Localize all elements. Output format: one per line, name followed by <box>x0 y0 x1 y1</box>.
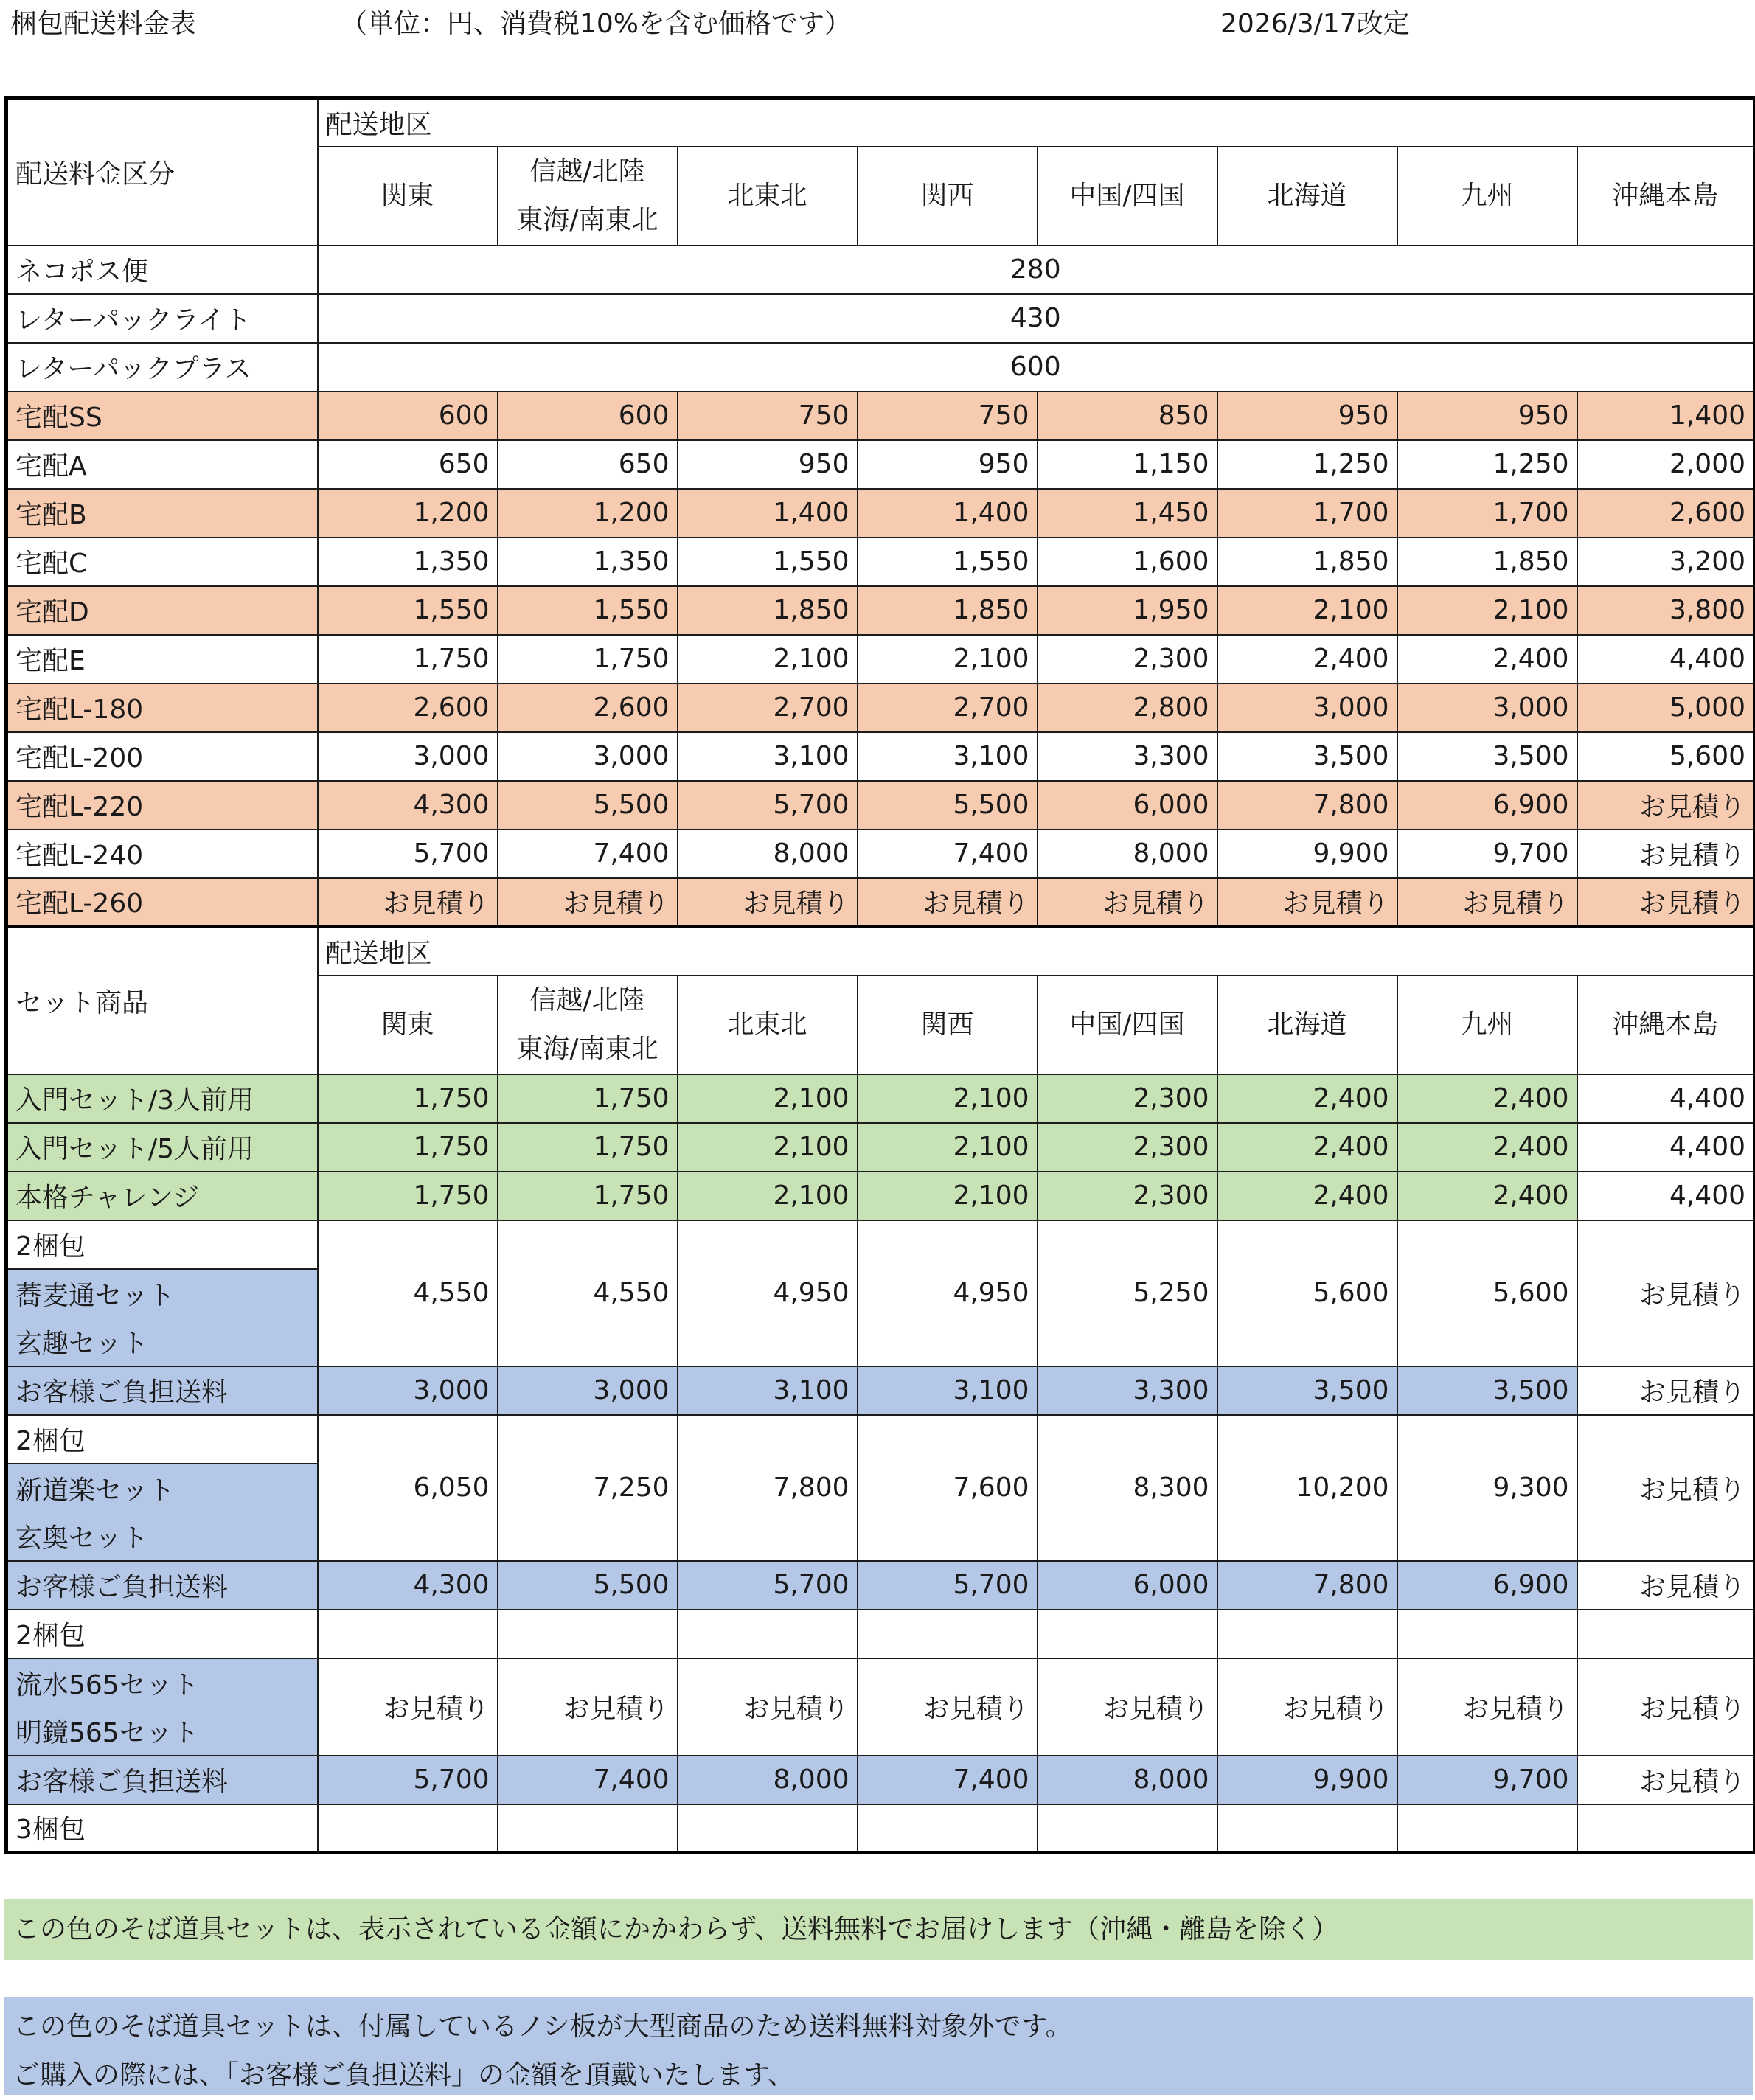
empty-cell <box>858 1610 1038 1658</box>
pack-count-label: 2梱包 <box>7 1415 318 1464</box>
unit-note: （単位：円、消費税10%を含む価格です） <box>341 9 852 39</box>
price-cell: 2,700 <box>858 684 1038 732</box>
empty-cell <box>318 1610 498 1658</box>
price-cell: 3,500 <box>1397 732 1577 781</box>
shipping-region-header <box>1038 147 1217 246</box>
row-label: 宅配C <box>7 538 318 586</box>
price-cell: 5,250 <box>1038 1220 1217 1366</box>
row-label: 宅配E <box>7 635 318 684</box>
price-cell: 1,850 <box>678 586 858 635</box>
region-name: 関東 <box>380 180 434 211</box>
price-cell: 1,600 <box>1038 538 1217 586</box>
price-cell: 2,600 <box>498 684 678 732</box>
price-cell: 4,400 <box>1577 1123 1755 1172</box>
region-name: 北海道 <box>1267 180 1347 211</box>
region-name: 信越/北陸 <box>529 984 645 1015</box>
set-rate-row <box>7 1074 1755 1123</box>
price-cell: 1,550 <box>498 586 678 635</box>
empty-cell <box>678 1804 858 1853</box>
price-cell: 2,300 <box>1038 635 1217 684</box>
set-item-label: 流水565セット <box>7 1658 318 1707</box>
flat-rate-row <box>7 294 1755 343</box>
price-cell: 5,600 <box>1217 1220 1397 1366</box>
shipping-rate-table <box>4 96 1755 1854</box>
price-cell: 850 <box>1038 392 1217 440</box>
empty-cell <box>1577 1804 1755 1853</box>
price-cell: 9,700 <box>1397 830 1577 878</box>
price-cell: お見積り <box>498 878 678 927</box>
price-cell: お見積り <box>1577 1415 1755 1561</box>
price-cell: 4,300 <box>318 1561 498 1610</box>
price-cell: 5,700 <box>678 781 858 830</box>
customer-fee-label: お客様ご負担送料 <box>7 1366 318 1415</box>
price-cell: 3,100 <box>858 1366 1038 1415</box>
price-cell: 3,000 <box>1397 684 1577 732</box>
price-cell: お見積り <box>318 1658 498 1756</box>
shipping-region-header <box>1397 147 1577 246</box>
page-title: 梱包配送料金表 <box>10 9 197 39</box>
shipping-region-label: 配送地区 <box>318 98 1755 147</box>
price-cell: お見積り <box>1577 1366 1755 1415</box>
row-label: 宅配L-240 <box>7 830 318 878</box>
row-label: レターパックライト <box>7 294 318 343</box>
price-cell: 6,900 <box>1397 781 1577 830</box>
sets-region-header <box>318 976 498 1074</box>
price-cell: 1,850 <box>858 586 1038 635</box>
price-cell: 8,000 <box>1038 830 1217 878</box>
row-label: 宅配L-180 <box>7 684 318 732</box>
set-rate-row <box>7 1123 1755 1172</box>
price-cell: 1,850 <box>1217 538 1397 586</box>
price-cell: 2,400 <box>1397 635 1577 684</box>
price-cell: お見積り <box>1577 1220 1755 1366</box>
price-cell: 950 <box>678 440 858 489</box>
price-cell: 2,000 <box>1577 440 1755 489</box>
price-cell: 2,100 <box>858 1074 1038 1123</box>
row-label: 宅配B <box>7 489 318 538</box>
row-label: 宅配L-260 <box>7 878 318 927</box>
shipping-rate-row <box>7 392 1755 440</box>
customer-fee-label: お客様ご負担送料 <box>7 1756 318 1804</box>
price-cell: お見積り <box>678 878 858 927</box>
price-cell: 2,400 <box>1217 1172 1397 1220</box>
price-cell: お見積り <box>1577 1561 1755 1610</box>
empty-cell <box>858 1804 1038 1853</box>
price-cell: お見積り <box>1397 878 1577 927</box>
price-cell: 2,300 <box>1038 1074 1217 1123</box>
price-cell: 5,700 <box>318 830 498 878</box>
price-cell: 1,200 <box>318 489 498 538</box>
price-cell: 3,300 <box>1038 1366 1217 1415</box>
price-cell: 7,400 <box>858 1756 1038 1804</box>
set-item-label: 蕎麦通セット <box>7 1269 318 1318</box>
row-label: ネコポス便 <box>7 246 318 294</box>
set-item-row <box>7 1658 1755 1707</box>
price-cell: 5,500 <box>498 1561 678 1610</box>
price-cell: 5,600 <box>1577 732 1755 781</box>
price-cell: お見積り <box>1577 878 1755 927</box>
price-cell: お見積り <box>498 1658 678 1756</box>
price-cell: 5,700 <box>318 1756 498 1804</box>
price-cell: 4,550 <box>498 1220 678 1366</box>
price-cell: 600 <box>498 392 678 440</box>
price-cell: 2,100 <box>858 635 1038 684</box>
region-name: 信越/北陸 <box>529 156 645 187</box>
shipping-rate-row <box>7 878 1755 927</box>
price-cell: 7,250 <box>498 1415 678 1561</box>
free-shipping-note: この色のそば道具セットは、表示されている金額にかかわらず、送料無料でお届けします（沖縄・離島を除く） <box>4 1899 1753 1960</box>
price-cell: お見積り <box>1577 830 1755 878</box>
empty-cell <box>1397 1610 1577 1658</box>
price-cell: 4,550 <box>318 1220 498 1366</box>
shipping-rate-row <box>7 781 1755 830</box>
price-cell: 9,900 <box>1217 1756 1397 1804</box>
price-cell: 650 <box>498 440 678 489</box>
price-cell: 600 <box>318 392 498 440</box>
price-cell: お見積り <box>1217 878 1397 927</box>
price-cell: 9,300 <box>1397 1415 1577 1561</box>
price-cell: 3,100 <box>678 1366 858 1415</box>
price-cell: お見積り <box>1397 1658 1577 1756</box>
sets-region-header <box>498 976 678 1074</box>
price-cell: 1,950 <box>1038 586 1217 635</box>
price-cell: 2,400 <box>1217 1123 1397 1172</box>
price-cell: 650 <box>318 440 498 489</box>
price-cell: 3,500 <box>1217 1366 1397 1415</box>
customer-fee-row <box>7 1366 1755 1415</box>
price-cell: お見積り <box>1217 1658 1397 1756</box>
price-cell: 1,850 <box>1397 538 1577 586</box>
price-cell: 6,000 <box>1038 1561 1217 1610</box>
row-label: 宅配L-220 <box>7 781 318 830</box>
price-cell: 8,000 <box>678 830 858 878</box>
price-cell: 2,100 <box>1397 586 1577 635</box>
price-cell: 6,000 <box>1038 781 1217 830</box>
shipping-rate-row <box>7 538 1755 586</box>
price-cell: 2,400 <box>1397 1123 1577 1172</box>
shipping-rate-row <box>7 732 1755 781</box>
empty-cell <box>1397 1804 1577 1853</box>
price-cell: 2,400 <box>1397 1172 1577 1220</box>
price-cell: 2,100 <box>678 1123 858 1172</box>
flat-price: 430 <box>318 294 1755 343</box>
empty-cell <box>498 1610 678 1658</box>
customer-fee-label: お客様ご負担送料 <box>7 1561 318 1610</box>
price-cell: お見積り <box>1038 1658 1217 1756</box>
price-cell: お見積り <box>858 878 1038 927</box>
region-name: 北東北 <box>727 180 807 211</box>
row-label: 宅配SS <box>7 392 318 440</box>
shipping-rate-row <box>7 830 1755 878</box>
price-cell: 2,600 <box>318 684 498 732</box>
region-name: 中国/四国 <box>1069 1009 1185 1040</box>
region-name: 沖縄本島 <box>1612 180 1719 211</box>
price-cell: 1,400 <box>678 489 858 538</box>
price-cell: 1,550 <box>318 586 498 635</box>
empty-cell <box>1038 1804 1217 1853</box>
price-cell: 3,500 <box>1397 1366 1577 1415</box>
sets-region-header <box>678 976 858 1074</box>
pack-count-label: 2梱包 <box>7 1220 318 1269</box>
set-rate-row <box>7 1172 1755 1220</box>
price-cell: 2,300 <box>1038 1172 1217 1220</box>
price-cell: 3,000 <box>498 1366 678 1415</box>
price-cell: 2,800 <box>1038 684 1217 732</box>
price-cell: 6,050 <box>318 1415 498 1561</box>
shipping-category-label: 配送料金区分 <box>7 98 318 246</box>
price-cell: 1,750 <box>318 1123 498 1172</box>
price-cell: 3,000 <box>318 732 498 781</box>
price-cell: 7,800 <box>678 1415 858 1561</box>
region-name: 関西 <box>920 1009 974 1040</box>
price-cell: 8,300 <box>1038 1415 1217 1561</box>
set-item-label: 明鏡565セット <box>7 1707 318 1756</box>
sets-region-header <box>1577 976 1755 1074</box>
sets-category-label: セット商品 <box>7 927 318 1074</box>
paid-shipping-note-line1: この色のそば道具セットは、付属しているノシ板が大型商品のため送料無料対象外です。 <box>13 2012 1072 2042</box>
price-cell: 4,950 <box>678 1220 858 1366</box>
price-cell: 6,900 <box>1397 1561 1577 1610</box>
price-cell: 2,100 <box>1217 586 1397 635</box>
price-cell: 3,000 <box>498 732 678 781</box>
price-cell: お見積り <box>318 878 498 927</box>
region-name: 関東 <box>380 1009 434 1040</box>
flat-rate-row <box>7 343 1755 392</box>
price-cell: 950 <box>1217 392 1397 440</box>
empty-cell <box>1577 1610 1755 1658</box>
price-cell: 1,350 <box>498 538 678 586</box>
row-label: 宅配L-200 <box>7 732 318 781</box>
price-cell: 7,600 <box>858 1415 1038 1561</box>
set-item-label: 玄趣セット <box>7 1318 318 1366</box>
price-cell: 1,250 <box>1217 440 1397 489</box>
pack-count-row <box>7 1220 1755 1269</box>
pack-count-row <box>7 1610 1755 1658</box>
price-cell: 1,550 <box>678 538 858 586</box>
price-cell: 5,700 <box>678 1561 858 1610</box>
price-cell: お見積り <box>1577 1658 1755 1756</box>
region-name: 北海道 <box>1267 1009 1347 1040</box>
price-cell: 1,750 <box>498 1123 678 1172</box>
price-cell: 2,100 <box>678 635 858 684</box>
price-cell: 3,100 <box>858 732 1038 781</box>
price-cell: 5,000 <box>1577 684 1755 732</box>
price-cell: お見積り <box>1577 1756 1755 1804</box>
pack-count-row <box>7 1415 1755 1464</box>
shipping-header-row <box>7 98 1755 147</box>
price-cell: 3,200 <box>1577 538 1755 586</box>
price-cell: 1,700 <box>1397 489 1577 538</box>
price-cell: 950 <box>858 440 1038 489</box>
price-cell: お見積り <box>1038 878 1217 927</box>
price-cell: 1,400 <box>858 489 1038 538</box>
price-cell: 3,000 <box>1217 684 1397 732</box>
price-cell: 950 <box>1397 392 1577 440</box>
price-cell: 750 <box>678 392 858 440</box>
price-cell: 750 <box>858 392 1038 440</box>
price-cell: 2,400 <box>1217 1074 1397 1123</box>
price-cell: 1,700 <box>1217 489 1397 538</box>
price-cell: 2,100 <box>678 1172 858 1220</box>
revision-date: 2026/3/17改定 <box>1220 9 1410 39</box>
price-cell: お見積り <box>1577 781 1755 830</box>
price-cell: 1,750 <box>498 635 678 684</box>
price-cell: 3,000 <box>318 1366 498 1415</box>
price-cell: 1,200 <box>498 489 678 538</box>
region-name: 関西 <box>920 180 974 211</box>
flat-price: 600 <box>318 343 1755 392</box>
empty-cell <box>1217 1610 1397 1658</box>
set-item-label: 新道楽セット <box>7 1464 318 1512</box>
empty-cell <box>1038 1610 1217 1658</box>
region-name: 沖縄本島 <box>1612 1009 1719 1040</box>
price-cell: 1,450 <box>1038 489 1217 538</box>
empty-cell <box>318 1804 498 1853</box>
empty-cell <box>678 1610 858 1658</box>
price-cell: 9,900 <box>1217 830 1397 878</box>
shipping-region-header <box>1217 147 1397 246</box>
price-cell: 7,400 <box>498 1756 678 1804</box>
price-cell: 2,400 <box>1217 635 1397 684</box>
region-name: 九州 <box>1460 1009 1514 1040</box>
customer-fee-row <box>7 1756 1755 1804</box>
row-label: 入門セット/5人前用 <box>7 1123 318 1172</box>
price-cell: お見積り <box>858 1658 1038 1756</box>
shipping-rate-row <box>7 684 1755 732</box>
price-cell: 4,400 <box>1577 635 1755 684</box>
price-cell: 10,200 <box>1217 1415 1397 1561</box>
price-cell: 8,000 <box>1038 1756 1217 1804</box>
price-cell: 1,400 <box>1577 392 1755 440</box>
row-label: 宅配A <box>7 440 318 489</box>
pack-count-label: 3梱包 <box>7 1804 318 1853</box>
price-cell: 7,800 <box>1217 1561 1397 1610</box>
row-label: レターパックプラス <box>7 343 318 392</box>
row-label: 本格チャレンジ <box>7 1172 318 1220</box>
price-cell: 1,350 <box>318 538 498 586</box>
price-cell: 2,100 <box>858 1123 1038 1172</box>
shipping-rate-row <box>7 440 1755 489</box>
pack-count-label: 2梱包 <box>7 1610 318 1658</box>
price-cell: 5,500 <box>498 781 678 830</box>
region-name: 中国/四国 <box>1069 180 1185 211</box>
region-name: 北東北 <box>727 1009 807 1040</box>
price-cell: 2,600 <box>1577 489 1755 538</box>
price-cell: 1,750 <box>498 1172 678 1220</box>
price-cell: 4,950 <box>858 1220 1038 1366</box>
price-cell: 4,400 <box>1577 1172 1755 1220</box>
price-cell: 1,250 <box>1397 440 1577 489</box>
sets-region-header <box>1038 976 1217 1074</box>
shipping-region-header <box>498 147 678 246</box>
shipping-region-header <box>858 147 1038 246</box>
flat-rate-row <box>7 246 1755 294</box>
shipping-region-header <box>678 147 858 246</box>
paid-shipping-note <box>4 1997 1753 2095</box>
price-cell: 9,700 <box>1397 1756 1577 1804</box>
price-cell: 7,400 <box>858 830 1038 878</box>
price-cell: 1,750 <box>318 1172 498 1220</box>
price-cell: 3,800 <box>1577 586 1755 635</box>
empty-cell <box>1217 1804 1397 1853</box>
price-cell: 2,400 <box>1397 1074 1577 1123</box>
price-cell: 5,500 <box>858 781 1038 830</box>
customer-fee-row <box>7 1561 1755 1610</box>
row-label: 入門セット/3人前用 <box>7 1074 318 1123</box>
shipping-rate-row <box>7 586 1755 635</box>
paid-shipping-note-line2: ご購入の際には、「お客様ご負担送料」の金額を頂戴いたします、 <box>13 2060 795 2090</box>
price-cell: 2,300 <box>1038 1123 1217 1172</box>
price-cell: 1,550 <box>858 538 1038 586</box>
price-cell: 1,750 <box>318 635 498 684</box>
pack-count-row <box>7 1804 1755 1853</box>
price-cell: 8,000 <box>678 1756 858 1804</box>
price-cell: 7,400 <box>498 830 678 878</box>
sets-region-label: 配送地区 <box>318 927 1755 976</box>
sets-region-header <box>858 976 1038 1074</box>
shipping-region-header <box>1577 147 1755 246</box>
shipping-rate-row <box>7 635 1755 684</box>
price-cell: 7,800 <box>1217 781 1397 830</box>
price-cell: 4,300 <box>318 781 498 830</box>
price-cell: 5,700 <box>858 1561 1038 1610</box>
price-cell: 2,100 <box>678 1074 858 1123</box>
empty-cell <box>498 1804 678 1853</box>
price-cell: 1,150 <box>1038 440 1217 489</box>
price-cell: 2,700 <box>678 684 858 732</box>
price-cell: 3,100 <box>678 732 858 781</box>
region-name-line2: 東海/南東北 <box>516 1033 658 1064</box>
price-cell: 3,300 <box>1038 732 1217 781</box>
price-cell: 3,500 <box>1217 732 1397 781</box>
price-cell: 1,750 <box>498 1074 678 1123</box>
region-name-line2: 東海/南東北 <box>516 204 658 235</box>
shipping-rate-row <box>7 489 1755 538</box>
set-item-label: 玄奥セット <box>7 1512 318 1561</box>
sets-header-row <box>7 927 1755 976</box>
row-label: 宅配D <box>7 586 318 635</box>
flat-price: 280 <box>318 246 1755 294</box>
price-cell: 2,100 <box>858 1172 1038 1220</box>
price-cell: 5,600 <box>1397 1220 1577 1366</box>
price-cell: お見積り <box>678 1658 858 1756</box>
price-cell: 1,750 <box>318 1074 498 1123</box>
sets-region-header <box>1397 976 1577 1074</box>
sets-region-header <box>1217 976 1397 1074</box>
region-name: 九州 <box>1460 180 1514 211</box>
price-cell: 4,400 <box>1577 1074 1755 1123</box>
shipping-region-header <box>318 147 498 246</box>
